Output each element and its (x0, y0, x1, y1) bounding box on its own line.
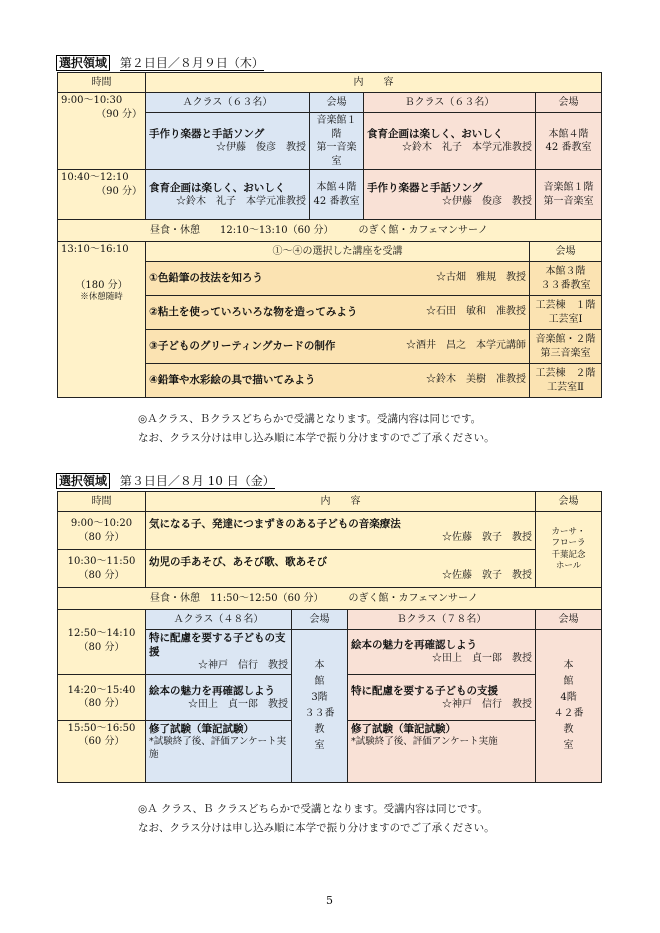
venue-line: 本 (314, 659, 325, 671)
day2-title: 第２日目／８月９日（木） (119, 56, 264, 70)
venue-line: 第一音楽室 (543, 195, 594, 207)
venue-line: 音楽館・２階 (535, 334, 596, 345)
day3-note-2: なお、クラス分けは申し込み順に本学で振り分けますのでご了承ください。 (138, 822, 495, 834)
day3-row3-b (348, 630, 536, 675)
day2-row2-a (146, 170, 310, 220)
day2-row2-b-venue (536, 170, 602, 220)
venue-line: 教 (314, 723, 325, 735)
day3-b-venue (536, 630, 602, 783)
day2-a-class: Ａクラス（６３名） (146, 93, 310, 113)
day2-note-1: ◎Ａクラス、Ｂクラスどちらかで受講となります。受講内容は同じです。 (138, 413, 482, 425)
day2-row2-time-cell (58, 170, 146, 220)
day2-row2-b (364, 170, 536, 220)
day3-row2-title: 幼児の手あそび、あそび歌、歌あそび (149, 555, 328, 568)
venue-line: 教 (563, 723, 574, 735)
day3-row1-time: 9:00〜10:20 (70, 518, 133, 529)
day3-row5-b-note: *試験終了後、評価アンケート実施 (351, 736, 498, 748)
day2-row2-b-teacher: ☆伊藤 俊彦 教授 (442, 195, 532, 207)
day3-row3-dur: （80 分） (78, 641, 125, 653)
day3-row4-time-cell (58, 674, 146, 720)
day2-table (57, 72, 602, 242)
day2-row1-dur: （90 分） (96, 108, 142, 120)
day3-title: 第３日目／８月 10 日（金） (119, 474, 275, 488)
venue-line: 42 番教室 (545, 142, 592, 153)
day2-row1-a-teacher: ☆伊藤 俊彦 教授 (216, 142, 306, 154)
venue-line: 工芸棟 ２階 (535, 368, 596, 379)
day2-a-venue-head: 会場 (310, 93, 364, 113)
venue-line: 第一音楽室 (316, 142, 357, 167)
venue-line: 館 (563, 675, 574, 687)
day2-afternoon-note: ※休憩随時 (80, 292, 123, 302)
day2-row2-a-title: 食育企画は楽しく、おいしく (149, 181, 286, 194)
day3-row4-a-teacher: ☆田上 貞一郎 教授 (188, 698, 288, 710)
day2-afternoon-head: ①〜④の選択した講座を受講 (146, 242, 530, 262)
day2-b-venue-head: 会場 (536, 93, 602, 113)
course-teacher: ☆石田 敏和 准教授 (426, 306, 526, 318)
day3-row3-time-cell (58, 610, 146, 675)
day3-row5-a-title: 修了試験（筆記試験） (149, 722, 254, 735)
day3-venue-head: 会場 (536, 492, 602, 512)
day3-row3-a-title: 特に配慮を要する子どもの支援 (149, 632, 286, 659)
day3-row1-time-cell (58, 512, 146, 550)
day3-a-venue-head: 会場 (292, 610, 348, 630)
day3-row5-a-note: *試験終了後、評価アンケート実施 (149, 736, 287, 760)
day2-row2-a-venue (310, 170, 364, 220)
day3-row2 (146, 550, 536, 588)
page-number: 5 (326, 894, 333, 907)
day2-afternoon-dur: （180 分） (75, 279, 128, 291)
day2-row1-b (364, 113, 536, 170)
course-teacher: ☆古畑 雅規 教授 (436, 272, 526, 284)
venue-line: ３３番 (304, 707, 335, 719)
day3-a-class: Ａクラス（４８名） (146, 610, 292, 630)
day3-table (57, 491, 602, 783)
day3-row4-a-title: 絵本の魅力を再確認しよう (149, 684, 275, 697)
day3-b-class: Ｂクラス（７８名） (348, 610, 536, 630)
day2-afternoon-venue-head: 会場 (530, 242, 602, 262)
day2-content-head: 内 容 (146, 73, 602, 93)
day2-course-2 (146, 296, 530, 330)
day3-row5-a (146, 720, 292, 782)
venue-line: フローラ (551, 538, 586, 549)
day3-row2-time: 10:30〜11:50 (67, 556, 136, 567)
day2-row2-b-title: 手作り楽器と手話ソング (367, 181, 483, 194)
day3-row1-title: 気になる子、発達につまずきのある子どもの音楽療法 (149, 517, 401, 530)
day3-time-head: 時間 (58, 492, 146, 512)
course-teacher: ☆酒井 昌之 本学元講師 (406, 340, 526, 352)
day3-b-venue-head: 会場 (536, 610, 602, 630)
venue-line: 42 番教室 (313, 195, 360, 207)
day3-note-1: ◎Ａ クラス、Ｂ クラスどちらかで受講となります。受講内容は同じです。 (138, 803, 488, 815)
day3-row4-b-title: 特に配慮を要する子どもの支援 (351, 684, 498, 697)
day3-row3-b-title: 絵本の魅力を再確認しよう (351, 639, 477, 652)
day3-tag: 選択領域 (56, 473, 110, 489)
day3-row4-a (146, 674, 292, 720)
day3-row4-b-teacher: ☆神戸 信行 教授 (442, 698, 533, 710)
course-teacher: ☆鈴木 美樹 准教授 (426, 374, 526, 386)
venue-line: 本館４階 (548, 128, 589, 140)
day3-row3-b-teacher: ☆田上 貞一郎 教授 (432, 653, 533, 665)
venue-line: 工芸棟 １階 (535, 300, 596, 311)
day3-a-venue (292, 630, 348, 783)
day3-heading (56, 472, 275, 489)
day3-row4-b (348, 674, 536, 720)
day2-time-head: 時間 (58, 73, 146, 93)
day2-row2-time: 10:40〜12:10 (61, 172, 129, 183)
venue-line: 音楽館１階 (543, 182, 594, 193)
day2-row1-a (146, 113, 310, 170)
day2-afternoon-table (57, 241, 602, 398)
venue-line: 第三音楽室 (540, 347, 591, 359)
day2-row1-b-teacher: ☆鈴木 礼子 本学元准教授 (402, 142, 532, 154)
day2-row2-dur: （90 分） (96, 185, 142, 197)
day2-row2-a-teacher: ☆鈴木 礼子 本学元准教授 (176, 195, 306, 207)
day3-row5-b (348, 720, 536, 782)
day2-row1-b-venue (536, 113, 602, 170)
day2-tag: 選択領域 (56, 55, 110, 71)
day2-row1-a-venue (310, 113, 364, 170)
day2-course-2-venue (530, 296, 602, 330)
day3-row3-time: 12:50〜14:10 (67, 628, 136, 639)
day2-note-2: なお、クラス分けは申し込み順に本学で振り分けますのでご了承ください。 (138, 432, 495, 444)
day2-course-3-venue (530, 330, 602, 364)
day2-row1-a-title: 手作り楽器と手話ソング (149, 128, 265, 141)
day2-afternoon-time-cell (58, 242, 146, 398)
venue-line: 本 (563, 659, 574, 671)
venue-line: 4階 (560, 691, 577, 703)
venue-line: 音楽館１階 (316, 115, 357, 140)
day2-row1-time-cell (58, 93, 146, 170)
course-title: ①色鉛筆の技法を知ろう (149, 272, 263, 285)
day3-row2-time-cell (58, 550, 146, 588)
day2-lunch: 昼食・休憩 12:10〜13:10（60 分） のぎく館・カフェマンサーノ (58, 220, 602, 242)
day2-row1-time: 9:00〜10:30 (61, 95, 123, 106)
day3-row2-dur: （80 分） (78, 569, 125, 581)
day3-row5-time: 15:50〜16:50 (67, 722, 136, 734)
venue-line: 室 (314, 739, 325, 751)
day3-row4-dur: （80 分） (78, 698, 125, 710)
day3-row1-teacher: ☆佐藤 敦子 教授 (442, 531, 533, 543)
day3-row2-teacher: ☆佐藤 敦子 教授 (442, 569, 533, 581)
day3-row3-a (146, 630, 292, 675)
day2-course-4-venue (530, 364, 602, 398)
day2-b-class: Ｂクラス（６３名） (364, 93, 536, 113)
venue-line: ３３番教室 (540, 279, 591, 291)
venue-line: ホール (555, 560, 582, 571)
venue-line: 室 (563, 739, 574, 751)
day2-row1-b-title: 食育企画は楽しく、おいしく (367, 128, 504, 141)
day3-row5-time-cell (58, 720, 146, 782)
venue-line: 千葉記念 (551, 549, 586, 560)
venue-line: ４２番 (553, 707, 584, 719)
day2-afternoon-time: 13:10〜16:10 (61, 244, 129, 255)
day3-row3-a-teacher: ☆神戸 信行 教授 (198, 660, 288, 672)
day2-heading (56, 54, 264, 71)
day3-row1-dur: （80 分） (78, 531, 125, 543)
day3-content-head: 内 容 (146, 492, 536, 512)
venue-line: 工芸室Ⅱ (547, 381, 584, 393)
day3-row5-dur: （60 分） (78, 736, 125, 748)
day2-course-3 (146, 330, 530, 364)
day3-row5-b-title: 修了試験（筆記試験） (351, 722, 456, 735)
course-title: ④鉛筆や水彩絵の具で描いてみよう (149, 374, 316, 387)
venue-line: 本館３階 (545, 266, 586, 277)
venue-line: カーサ・ (551, 526, 586, 537)
venue-line: 館 (314, 675, 325, 687)
venue-line: 3階 (311, 691, 328, 703)
day3-lunch: 昼食・休憩 11:50〜12:50（60 分） のぎく館・カフェマンサーノ (58, 588, 602, 610)
day2-course-1 (146, 262, 530, 296)
venue-line: 工芸室Ⅰ (548, 313, 583, 325)
day2-course-4 (146, 364, 530, 398)
day3-row4-time: 14:20〜15:40 (67, 684, 136, 696)
course-title: ③子どものグリーティングカードの制作 (149, 340, 336, 353)
day3-morning-venue (536, 512, 602, 588)
day2-course-1-venue (530, 262, 602, 296)
course-title: ②粘土を使っていろいろな物を造ってみよう (149, 306, 358, 319)
day3-row1 (146, 512, 536, 550)
venue-line: 本館４階 (316, 182, 357, 193)
